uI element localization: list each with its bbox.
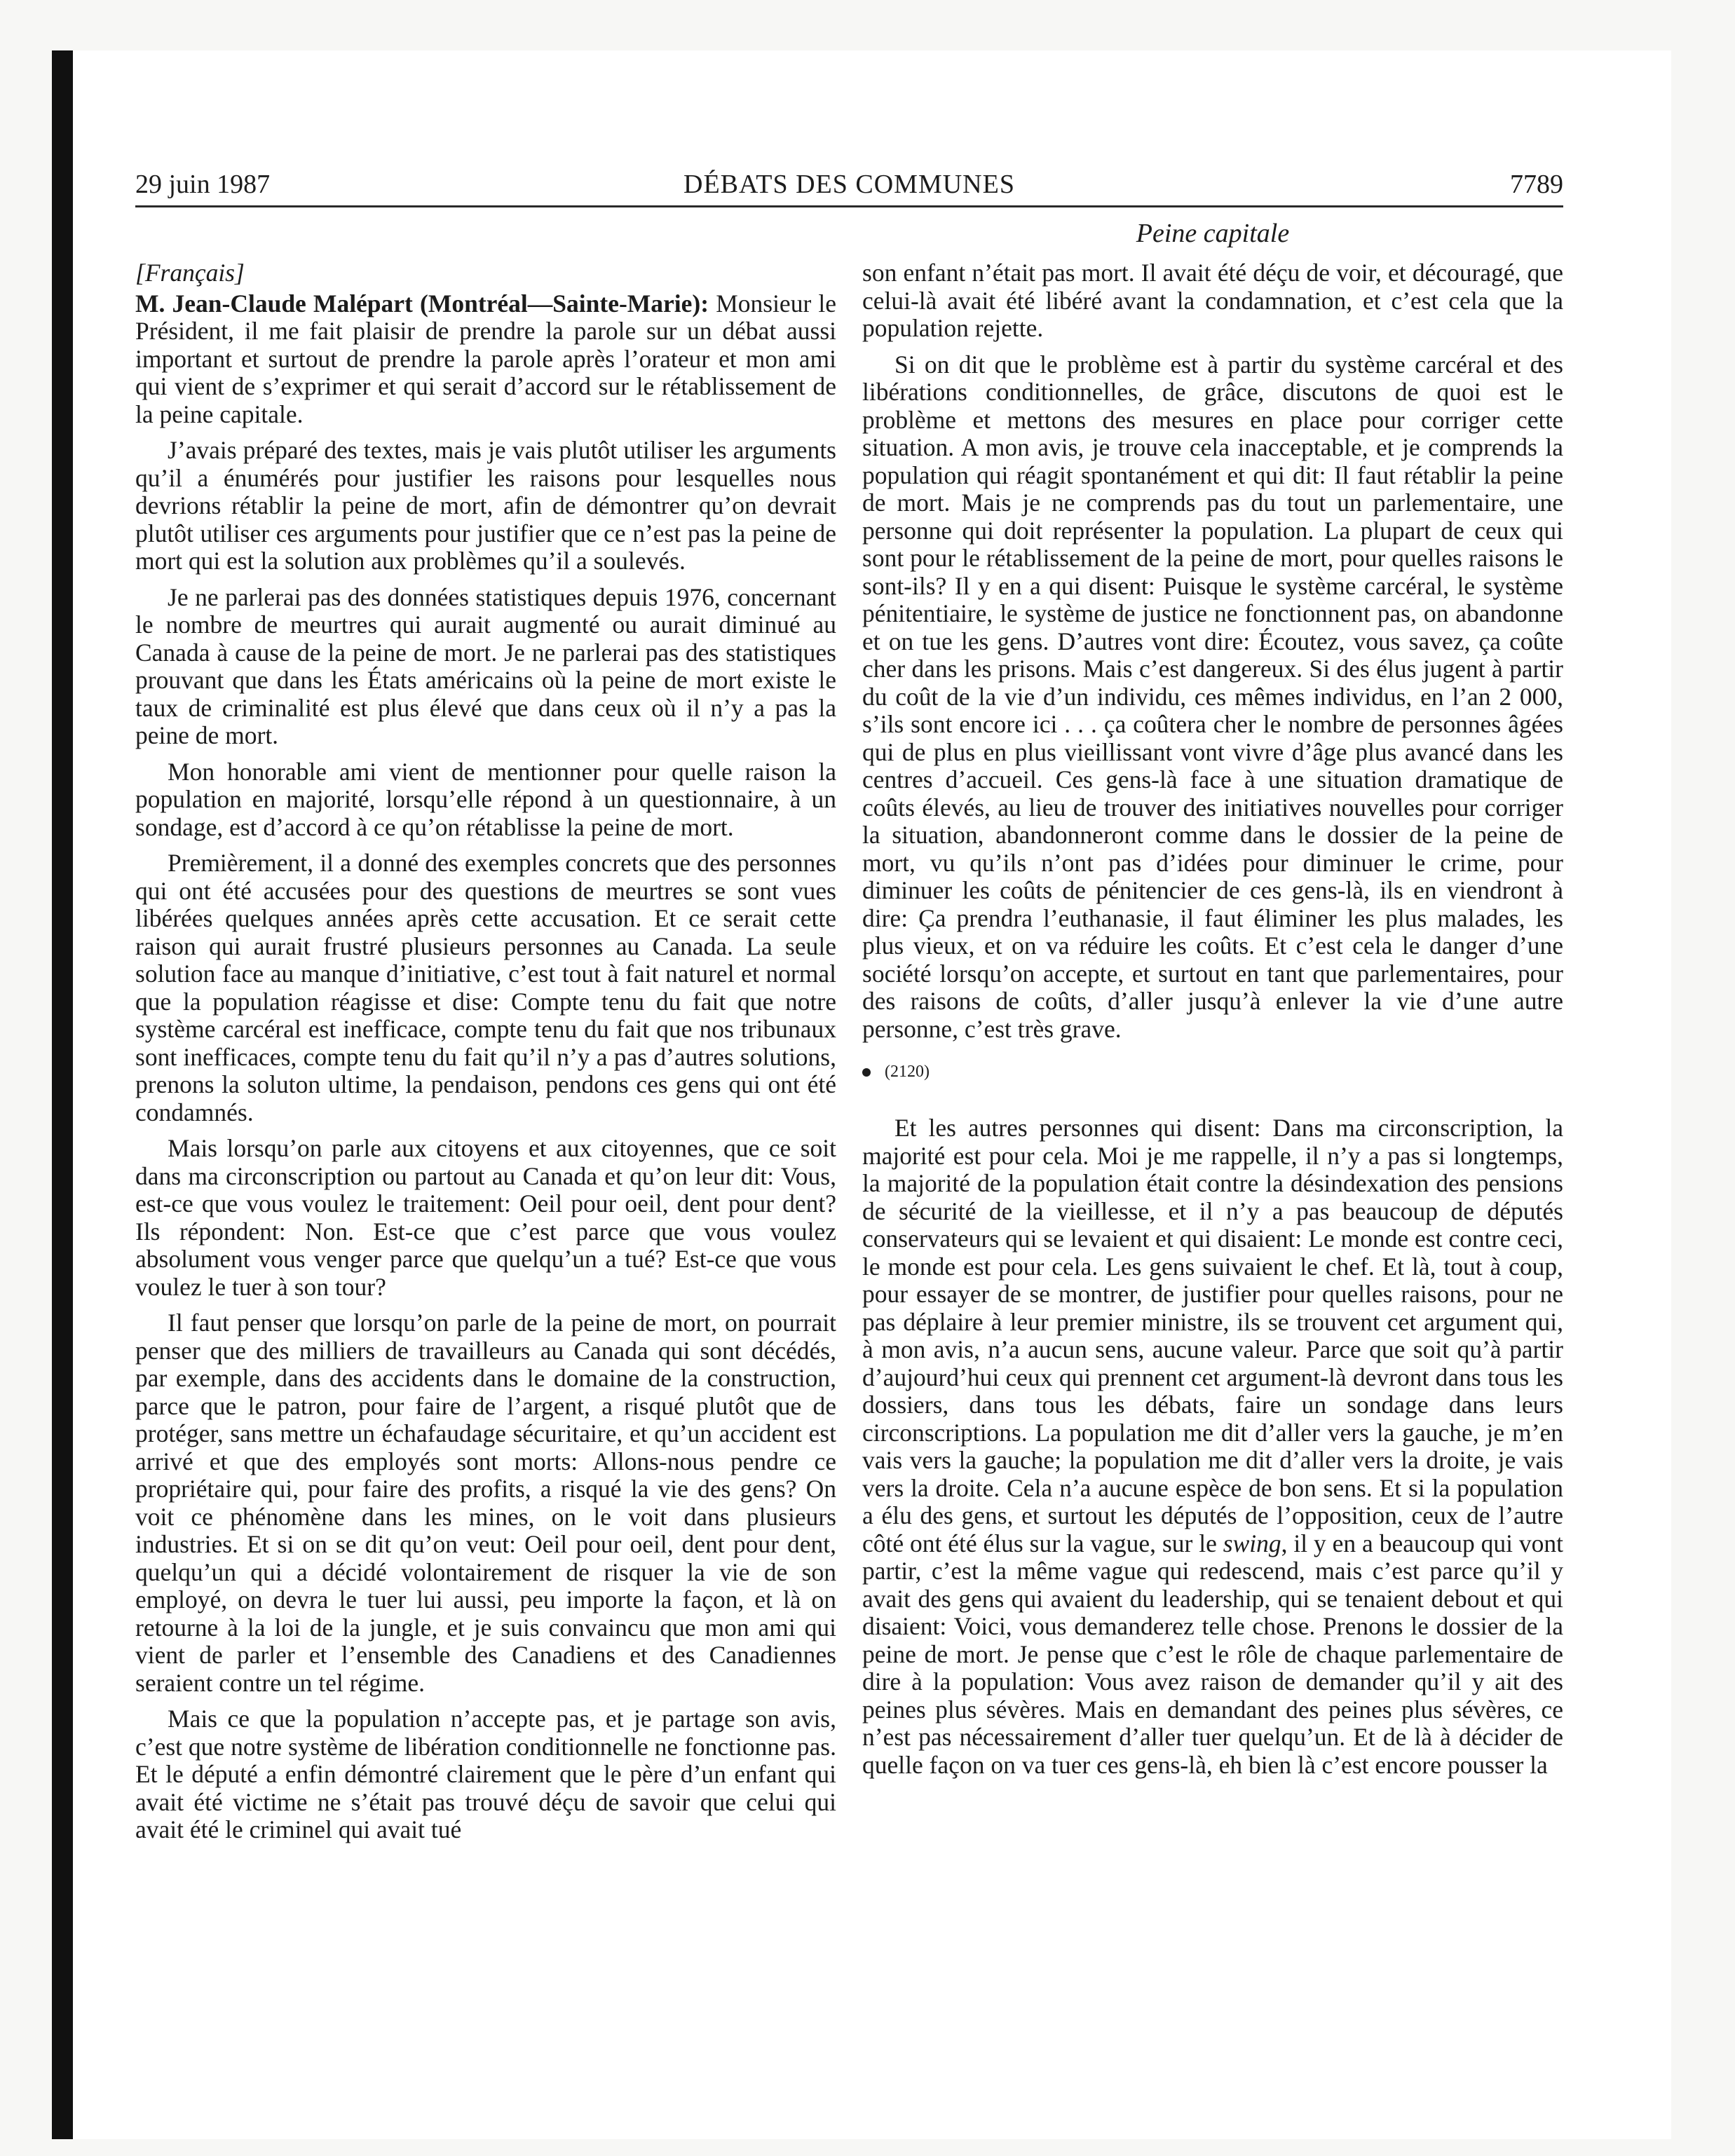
paragraph-text: Monsieur le Président, il me fait plaisir de prendre la parole sur un débat aussi important et surtout de prendre la parole après l’orateur et mon ami qui vient de s’exprimer et qui serait d’accord sur le rétablissement de la peine capitale. <box>135 289 836 428</box>
header-rule <box>135 205 1563 207</box>
bullet-icon <box>862 1068 871 1077</box>
time-marker <box>862 1061 1563 1082</box>
right-column <box>862 259 1563 1787</box>
paragraph <box>862 1114 1563 1779</box>
page-number: 7789 <box>1510 170 1563 199</box>
paragraph: son enfant n’était pas mort. Il avait été déçu de voir, et découragé, que celui-là avait été libéré avant la condamnation, et c’est cela que la population rejette. <box>862 259 1563 342</box>
paragraph: Mon honorable ami vient de mentionner pour quelle raison la population en majorité, lorsqu’elle répond à un questionnaire, à un sondage, est d’accord à ce qu’on rétablisse la peine de mort. <box>135 757 836 841</box>
paragraph: Si on dit que le problème est à partir du système carcéral et des libérations conditionnelles, de grâce, discutons de quoi est le problème et mettons des mesures en place pour corriger cette situation. A mon avis, je trouve cela inacceptable, et je comprends la population qui réagit spontanément et qui dit: Il faut rétablir la peine de mort. Mais je ne comprends pas du tout un parlementaire, une personne qui doit représenter la population. La plupart de ceux qui sont pour le rétablissement de la peine de mort, pour quelles raisons le sont-ils? Il y en a qui disent: Puisque le système carcéral, le système pénitentiaire, le système de justice ne fonctionnent pas, on abandonne et on tue les gens. D’autres vont dire: Écoutez, vous savez, ça coûte cher dans les prisons. Mais c’est dangereux. Si des élus jugent à partir du coût de la vie d’un individu, ces mêmes individus, en l’an 2 000, s’ils sont encore ici . . . ça coûtera cher le nombre de personnes âgées qui de plus en plus vieillissant vont vivre d’âge plus avancé dans les centres d’accueil. Ces gens-là face à une situation dramatique de coûts élevés, au lieu de trouver des initiatives nouvelles pour corriger la situation, abandonneront comme dans le dossier de la peine de mort, vu qu’ils n’ont pas d’idées pour diminuer le crime, pour diminuer les coûts de pénitencier de ces gens-là, ils en viendront à dire: Ça prendra l’euthanasie, il faut éliminer les plus malades, les plus vieux, et on va réduire les coûts. Et c’est cela le danger d’une société lorsqu’on accepte, et surtout en tant que parlementaires, pour des raisons de coûts, d’aller jusqu’à enlever la vie d’une autre personne, c’est très grave. <box>862 350 1563 1043</box>
paragraph: Je ne parlerai pas des données statistiques depuis 1976, concernant le nombre de meurtres qui aurait augmenté ou aurait diminué au Canada à cause de la peine de mort. Je ne parlerai pas des statistiques prouvant que dans les États américains où la peine de mort existe le taux de criminalité est plus élevé que dans ceux où il n’y a pas la peine de mort. <box>135 582 836 749</box>
time-marker-text: (2120) <box>885 1063 930 1081</box>
italic-word: swing <box>1223 1529 1281 1557</box>
speaker-name: M. Jean-Claude Malépart (Montréal—Sainte-Marie): <box>135 289 709 318</box>
paragraph-text: , il y en a beaucoup qui vont partir, c’est la même vague qui redescend, mais c’est parce qu’il y avait des gens qui avaient du leadership, qui se tenaient debout et qui disaient: Voici, vous demanderez telle chose. Prenons le dossier de la peine de mort. Je pense que c’est le rôle de chaque parlementaire de dire à la population: Vous avez raison de demander qu’il y ait des peines plus sévères. Mais en demandant des peines plus sévères, ce n’est pas nécessairement d’aller tuer quelqu’un. Et de là à décider de quelle façon on va tuer ces gens-là, eh bien là c’est encore pousser la <box>862 1529 1563 1779</box>
paragraph: Mais ce que la population n’accepte pas, et je partage son avis, c’est que notre système de libération conditionnelle ne fonctionne pas. Et le député a enfin démontré clairement que le père d’un enfant qui avait été victime ne s’était pas trouvé déçu de savoir que celui qui avait été le criminel qui avait tué <box>135 1705 836 1843</box>
publication-title: DÉBATS DES COMMUNES <box>683 170 1015 199</box>
language-tag: [Français] <box>135 259 245 287</box>
header-date: 29 juin 1987 <box>135 170 271 199</box>
paragraph: Premièrement, il a donné des exemples concrets que des personnes qui ont été accusées pour des questions de meurtres se sont vues libérées quelques années après cette accusation. Et ce serait cette raison qui aurait frustré plusieurs personnes au Canada. La seule solution face au manque d’initiative, c’est tout à fait naturel et normal que la population réagisse et dise: Compte tenu du fait que notre système carcéral est inefficace, compte tenu du fait que nos tribunaux sont inefficaces, compte tenu du fait qu’il n’y a pas d’autres solutions, prenons la soluton ultime, la pendaison, pendons ces gens qui ont été condamnés. <box>135 849 836 1126</box>
paragraph <box>135 290 836 429</box>
left-column <box>135 259 836 1853</box>
paragraph: Il faut penser que lorsqu’on parle de la peine de mort, on pourrait penser que des milliers de travailleurs au Canada qui sont décédés, par exemple, dans des accidents dans le domaine de la construction, parce que le patron, pour faire de l’argent, a risqué plutôt que de protéger, sans mettre un échafaudage sécuritaire, et qu’un accident est arrivé et que des employés sont morts: Allons-nous pendre ce propriétaire qui, pour faire des profits, a risqué la vie des gens? On voit ce phénomène dans les mines, on le voit dans plusieurs industries. Et si on se dit qu’on veut: Oeil pour oeil, dent pour dent, quelqu’un qui a décidé volontairement de risquer la vie de son employé, on devra le tuer lui aussi, peu importe la façon, et là on retourne à la loi de la jungle, et je suis convaincu que mon ami qui vient de parler et l’ensemble des Canadiens et des Canadiennes seraient contre un tel régime. <box>135 1309 836 1697</box>
paragraph: Mais lorsqu’on parle aux citoyens et aux citoyennes, que ce soit dans ma circonscription ou partout au Canada et qu’on leur dit: Vous, est-ce que vous voulez le traitement: Oeil pour oeil, dent pour dent? Ils répondent: Non. Est-ce que c’est parce que vous voulez absolument vous venger parce que quelqu’un a tué? Est-ce que vous voulez le tuer à son tour? <box>135 1134 836 1301</box>
section-title: Peine capitale <box>1136 219 1290 248</box>
page-header <box>135 165 1563 207</box>
scan-edge-bar <box>52 50 73 2139</box>
paragraph: J’avais préparé des textes, mais je vais plutôt utiliser les arguments qu’il a énumérés pour justifier les raisons pour lesquelles nous devrions rétablir la peine de mort, afin de démontrer qu’on devrait plutôt utiliser ces arguments pour justifier que ce n’est pas la peine de mort qui est la solution aux problèmes qu’il a soulevés. <box>135 436 836 575</box>
paragraph-text: Et les autres personnes qui disent: Dans ma circonscription, la majorité est pour cela. Moi je me rappelle, il n’y a pas si longtemps, la majorité de la population était contre la désindexation des pensions de sécurité de la vieillesse, et il n’y a pas beaucoup de députés conservateurs qui se levaient et qui disaient: Le monde est contre ceci, le monde est pour cela. Les gens suivaient le chef. Et là, tout à coup, pour essayer de se montrer, de justifier pour quelles raisons, pour ne pas déplaire à leur premier ministre, ils se trouvent cet argument qui, à mon avis, n’a aucun sens, aucune valeur. Parce que soit qu’à partir d’aujourd’hui ceux qui prennent cet argument-là devront dans tous les dossiers, dans tous les débats, faire un sondage dans leurs circonscriptions. La population me dit d’aller vers la gauche, je m’en vais vers la gauche; la population me dit d’aller vers la droite, je vais vers la droite. Cela n’a aucune espèce de bon sens. Et si la population a élu des gens, et surtout les députés de l’opposition, ceux de l’autre côté ont été élus sur la vague, sur le <box>862 1114 1563 1557</box>
